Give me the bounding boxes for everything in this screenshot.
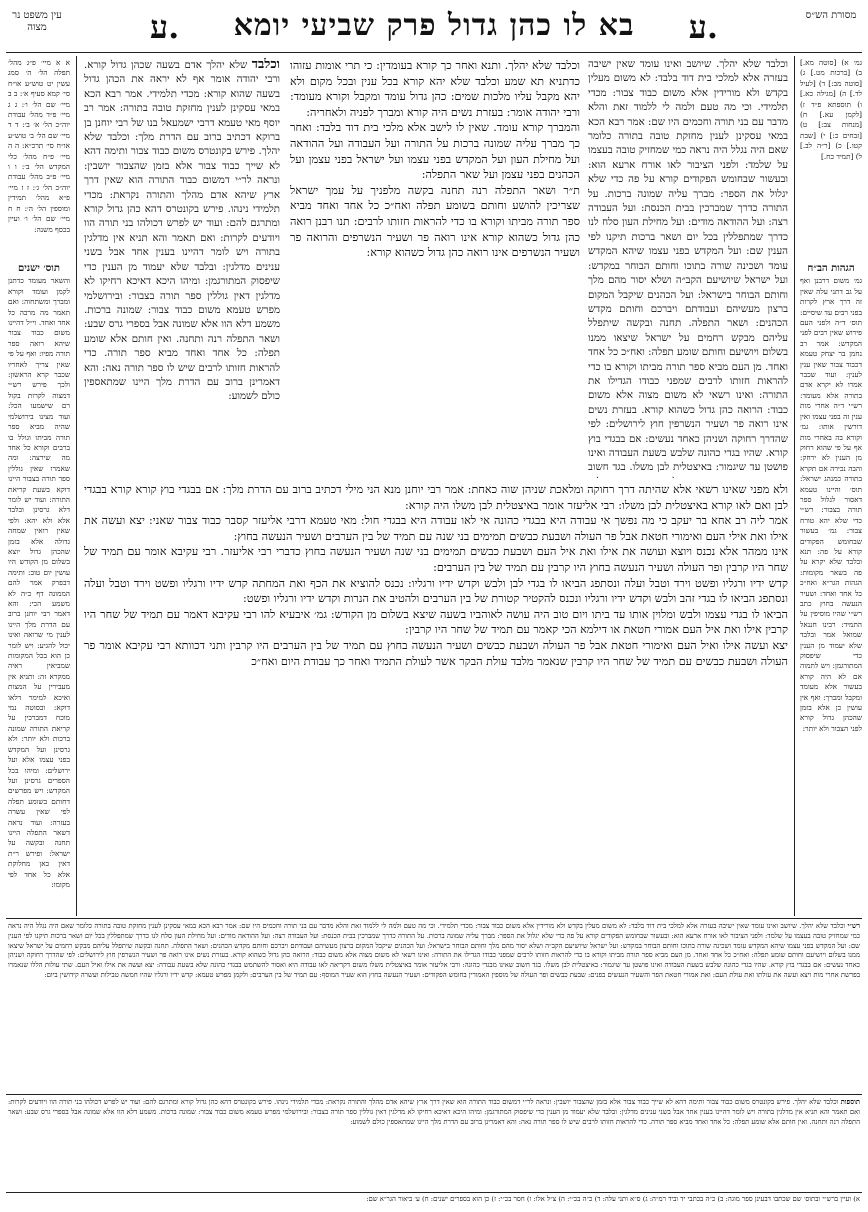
tosafot-yeshanim-heading: תוס׳ ישנים: [18, 263, 60, 274]
right-gloss-text: גמ׳ משום דרבנן ואף על גב דתני עלה שאין זה דרך ארץ לקרות בפני רבים עד שיסיים: תוס׳ ד״ה ולפני העם פירוש שאין רבים לפני המקדש: אמר רב נחמן בר יצחק טעמא דכבוד צבור שאין ענין לענין: ועוד שכבר אמרו לא יקרא אדם בתורה אלא מעומד: רש״י ד״ה אחרי מות ענין זה בפני עצמו ואין דורשין אותו: גמ׳ וקורא בה באחרי מות אף על פי שהוא רחוק מן הענין לא ירחק: והבה נכירה אם תקרא בתורה כמנהג ישראל: תוס׳ והיינו טעמא דאסור לגלול ספר תורה בצבור: רש״י כדי שלא יהא טורח צבור: גמ׳ בעשור שבחומש הפקודים קורא על פה: תנא ובלבד שלא יקרא על פה בשאר מקומות: הגהות הגר״א ואח״כ כל אחד ואחד: ושעיר הנעשה בחוץ כתב רש״י שהיו מוסיפין על התמיד: רבינו חננאל שמואל אמר ובלבד שלא יעמוד מן הענין כדי שיפסוק המתורגמן: ויש לתמוה אם לא היה קורא בעשור אלא מעומד ומקבל ומברך: ואף אין עושין כן אלא בזמן שהכהן גדול קורא לפני הצבור ולא יותר:: [800, 276, 862, 733]
masoret-hashas-column: [800, 58, 862, 258]
gemara-paragraph-8: הביאו לו בגדי עצמו ולבש ומלוין אותו עד ביתו ויום טוב היה עושה לאוהביו בשעה שיצא בשלום מן הקודש: גמ׳ איבעיא להו רבי עקיבא דאמר עם תמיד של שחר היו קרבין אילו ואת איל העם אמורי חטאת או דילמא הכי קאמר עם תמיד של שחר היו קרבין:: [84, 607, 788, 637]
gemara-paragraph-1: וכלבד שלא יהלך. ותנא ואחר כך קורא בעומדין: כי תרי אומות עזוהו כדתניא תא שמע וכלבד שלא יהא קורא בכל ענין ובכל מקום ולא יהא מקבל עליו מלכות שמים: כהן גדול עומד ומקבל וקורא מעומד: ורבי יהודה אומר: בעזרת נשים היה קורא ומברך לפניה ולאחריה:: [290, 59, 580, 119]
page-title: בא לו כהן גדול פרק שביעי יומא: [233, 8, 635, 43]
right-gloss-column: [800, 262, 862, 912]
gemara-paragraph-5: אמר ליה רב אחא בר יעקב כי מה נפשך אי עבודה היא בבגדי כהונה אי לאו עבודה היא בבגדי חול: מאי טעמא דרבי אליעזר קסבר כבוד צבור שאני: יצא ועשה את אילו ואת אילי העם ואימורי חטאת אבל פר העולה ושבעת כבשים תמימים בני שנה עם תמיד של בין הערבים ושעיר הנעשה בחוץ:: [84, 514, 788, 543]
rashi-label: רש״י: [847, 922, 860, 930]
footnotes-block: [8, 1195, 860, 1209]
commentary-rule: [6, 918, 862, 919]
tosafot-bottom-text: וכלבד שלא יהלך. פירש בקונטרס משום כבוד צבור ותימה דהא לא שייך כבוד צבור אלא בזמן שהצבור יושבין: ונראה לר״י דמשום כבוד התורה הוא שאין דרך ארץ שיהא אדם מהלך והתורה נקראת: מכדי תלמידי נינהו. פירש בקונטרס דהא כהן גדול קורא ומתרגם להם: ועוד יש לפרש דכולהו בני תורה הוו ויודעים לקרות: ואם תאמר והא תניא אין מדלגין בתורה ויש לומר דהיינו בענין אחד אבל בשני ענינים מדלגין: ובלבד שלא יעמוד מן הענין כדי שיפסוק המתורגמן: ומיהו היכא דאיכא רחיקו לא מדלגין דאין גוללין ספר תורה בצבור: ובירושלמי מפרש טעמא משום כבוד צבור: שמונה ברכות. משמע דלא הוו אלא שמונה אבל בספרי גרס שבע: ושאר התפלה רנה ותחנה. ואין חותם אלא שומע תפלה: כל אחד ואחד מביא ספר תורה. כדי להראות חזותו לרבים שיש לו ספר תורה נאה: והא דאמרינן ברוב עם הדרת מלך היינו שמתאספין כולם לשמוע:: [8, 1098, 860, 1126]
ein-mishpat-label: עין משפט נר מצוה: [12, 10, 62, 33]
rashi-upper-column: [588, 58, 788, 478]
masoret-hashas-label: מסורת הש״ס: [805, 10, 857, 21]
rashi-upper-text: וכלבד שלא יהלך. שיושב ואינו עומד שאין ישיבה בעזרה אלא למלכי בית דוד בלבד: לא משום מעלין בקדש ולא מורידין אלא משום כבוד צבור: מכדי תלמידי. וכי מה טעם ולמה לי ללמוד זאת והלא מדבר עם בני תורה וחכמים היו שם: אמר רבא הכא במאי עסקינן לענין מחזקת טובה בתורה כלומר שאם היה נגלל היה נראה כמי שמחזיק טובה בעצמו על שלמד: ולפני הציבור לאו אורח ארעא הוא: ובעשור שבחומש הפקודים קורא על פה כדי שלא יגלול את הספר: מברך עליה שמונה ברכות. על התורה כדרך שמברכין בבית הכנסת: ועל העבודה רצה: ועל ההודאה מודים: ועל מחילת העון סלח לנו כדרך שמתפללין בכל יום ושאר ברכות תיקנו לפי הענין שם: ועל המקדש בפני עצמו שיהא המקדש עומד ושכינה שורה בתוכו וחותם הבוחר במקדש: ועל ישראל שיושיעם הקב״ה ושלא יסור מהם מלך וחותם הבוחר בישראל: ועל הכהנים שיקבל המקום ברצון מעשיהם ועבודתם ויברכם וחותם מקדש הכהנים: ושאר התפלה. תחנה ובקשה שיתפלל עליהם מבקש רחמים על ישראל שיצאו ממנו בשלום ויושיעם וחותם שומע תפלה: ואח״כ כל אחד ואחד. מן העם מביא ספר תורה מביתו וקורא בו כדי להראות חזותו לרבים שמפני כבודו הגדילו את התורה: ואינו רשאי לא משום מצוה אלא משום כבוד: הרואה כהן גדול כשהוא קורא. בעזרת נשים אינו רואה פר ושעיר הנשרפין חוץ לירושלים: לפי שהדרך רחוקה ושניהן כאחד נעשים: אם בבגדי בוץ קורא. שהיו בגדי כהונה שלבש בשעת העבודה ואינו פושטן עד שיגמור: באיצטלית לבן משלו. בגד חשוב: [588, 59, 788, 474]
tosafot-rule: [6, 1094, 862, 1095]
header-rule: [6, 52, 862, 53]
rashi-bottom-text: וכלבד שלא יהלך. שיושב ואינו עומד שאין ישיבה בעזרה אלא למלכי בית דוד בלבד: לא משום מעלין בקדש ולא מורידין אלא משום כבוד צבור: מכדי תלמידי. וכי מה טעם ולמה לי ללמוד זאת והלא מדבר עם בני תורה וחכמים היו שם: אמר רבא הכא במאי עסקינן לענין מחזקת טובה בתורה כלומר שאם היה נגלל היה נראה כמי שמחזיק טובה בעצמו על שלמד: ולפני הציבור לאו אורח ארעא הוא: ובעשור שבחומש הפקודים קורא על פה כדי שלא יגלול את הספר: מברך עליה שמונה ברכות. על התורה כדרך שמברכין בבית הכנסת: ועל העבודה רצה: ועל ההודאה מודים: ועל מחילת העון סלח לנו כדרך שמתפללין בכל יום ושאר ברכות תיקנו לפי הענין שם: ועל המקדש בפני עצמו שיהא המקדש עומד ושכינה שורה בתוכו וחותם הבוחר במקדש: ועל ישראל שיושיעם הקב״ה ושלא יסור מהם מלך וחותם הבוחר בישראל: ועל הכהנים שיקבל המקום ברצון מעשיהם ועבודתם ויברכם וחותם מקדש הכהנים: ושאר התפלה. תחנה ובקשה שיתפלל עליהם מבקש רחמים על ישראל שיצאו ממנו בשלום ויושיעם וחותם שומע תפלה: ואח״כ כל אחד ואחד. מן העם מביא ספר תורה מביתו וקורא בו כדי להראות חזותו לרבים שמפני כבודו הגדילו את התורה: ואינו רשאי לא משום מצוה אלא משום כבוד: הרואה כהן גדול כשהוא קורא. בעזרת נשים אינו רואה פר ושעיר הנשרפין חוץ לירושלים: לפי שהדרך רחוקה ושניהן כאחד נעשים: אם בבגדי בוץ קורא. שהיו בגדי כהונה שלבש בשעת העבודה ואינו פושטן עד שיגמור: באיצטלית לבן משלו. בגד חשוב שאינו מבגדי כהונה: ורבי אליעזר אומר באיצטלית משלו משום דקריאה לאו עבודה היא ואסור להשתמש בבגדי כהונה שלא בשעת עבודה: יצא ועשה את אילו ואיל העם. שתי עולות הללו שנאמרו בפרשת אחרי מות ויצא ועשה את עולתו ואת עולת העם: ואת אמורי חטאת הפר והשעיר הנעשים בפנים: שבעת כבשים ופר העולה של מוספין האמורין בחומש הפקודים: ושעיר הנעשה בחוץ הוא שעיר המוסף: עם תמיד של בין הערבים: ולקמן מפרש טעמא: קדש ידיו ורגליו שהיו חמשה טבילות ועשרה קידושין ביום:: [8, 922, 860, 979]
gemara-paragraph-3: ת״ר ושאר התפלה רנה תחנה בקשה מלפניך על עמך ישראל שצריכין להושע וחותם בשומע תפלה ואח״כ כל אחד ואחד מביא ספר תורה מביתו וקורא בו כדי להראות חזותו לרבים: תנו רבנן רואה כהן גדול כשהוא קורא אינו רואה פר ושעיר הנשרפים והרואה פר ושעיר הנשרפים אינו רואה כהן גדול כשהוא קורא:: [290, 183, 580, 260]
hagahot-habach-heading: הגהות הב״ח: [807, 263, 855, 274]
folio-number-right: ע.: [688, 8, 718, 46]
tosafot-upper-continued: וכלבד שלא יהלך. פירש בקונטרס משום כבוד צבור ותימה דהא לא שייך כבוד צבור אלא בזמן שהצבור יושבין: ונראה לר״י דמשום כבוד התורה הוא שאין דרך ארץ שיהא אדם מהלך והתורה נקראת: מכדי תלמידי נינהו. פירש בקונטרס דהא כהן גדול קורא ומתרגם להם: ועוד יש לפרש דכולהו בני תורה הוו ויודעים לקרות: ואם תאמר והא תניא אין מדלגין בתורה ויש לומר דהיינו בענין אחד אבל בשני ענינים מדלגין: ובלבד שלא יעמוד מן הענין כדי שיפסוק המתורגמן: ומיהו היכא דאיכא רחיקו לא מדלגין דאין גוללין ספר תורה בצבור: ובירושלמי מפרש טעמא משום כבוד צבור: שמונה ברכות. משמע דלא הוו אלא שמונה אבל בספרי גרס שבע: ושאר התפלה רנה ותחנה. ואין חותם אלא שומע תפלה: כל אחד ואחד מביא ספר תורה. כדי להראות חזותו לרבים שיש לו ספר תורה נאה: והא דאמרינן ברוב עם הדרת מלך היינו שמתאספין כולם לשמוע:: [84, 132, 280, 403]
footnote-rule: [6, 1192, 862, 1193]
gemara-paragraph-9: יצא ועשה אילו ואיל העם ואימורי חטאת אבל פר העולה ושבעת כבשים ושעיר הנעשה בחוץ עם תמיד של בין הערבים היו קרבין ותני דכוותא רבי עקיבא אומר פר העולה ושבעת כבשים עם תמיד של שחר היו קרבין שנאמר מלבד עולת הבקר אשר לעולת התמיד ואחר כך עבודת היום ואח״כ: [84, 638, 788, 668]
rashi-bottom-block: [8, 922, 860, 1092]
gemara-paragraph-4: ולא מפני שאינו רשאי אלא שהיתה דרך רחוקה ומלאכת שניהן שוה כאחת: אמר רבי יוחנן מנא הני מילי דכתיב ברוב עם הדרת מלך: אם בבגדי בוץ קורא קורא בבגדי לבן ואם לאו קורא באיצטלית לבן משלו: רבי אליעזר אומר באיצטלית לבן משלו היה קורא:: [84, 483, 788, 512]
left-gloss-divider: [76, 56, 77, 916]
gemara-paragraph-7: קדש ידיו ורגליו ופשט וירד וטבל ועלה ונסתפג הביאו לו בגדי לבן ולבש וקדש ידיו ורגליו: נכנס להוציא את הכף ואת המחתה קדש ידיו ורגליו ופשט וירד וטבל ועלה ונסתפג הביאו לו בגדי זהב ולבש וקדש ידיו ורגליו ונכנס להקטיר קטורת של בין הערבים ולהטיב את הנרות וקדש ידיו ורגליו ופשט:: [84, 576, 788, 606]
gemara-paragraph-6: אינו ממהר אלא נכנס ויוצא ועושה את אילו ואת איל העם ושבעת כבשים תמימים בני שנה ושעיר הנעשה בחוץ כדברי רבי אליעזר. רבי עקיבא אומר עם תמיד של שחר היו קרבין ופר העולה ושעיר הנעשה בחוץ היו קרבין עם תמיד של בין הערבים:: [84, 545, 788, 574]
footnotes-text: א) ועיין ברש״י ובתוס׳ שם שכתבו דבעינן ספר מוגה: ב) כ״ה בכתבי יד וביד רמ״ה: ג) ס״א ותני עלה: ד) כ״ה בכ״י: ה) צ״ל אלו: ו) חסר בכ״י: ז) כן הוא בספרים ישנים: ח) ע׳ ביאור הגר״א שם:: [366, 1195, 860, 1203]
ein-mishpat-column: [8, 58, 70, 258]
tosafot-lead-word: וכלבד: [251, 58, 280, 72]
folio-number-left: ע.: [150, 8, 180, 46]
left-gloss-text: והשאר מעומד כדתנן לקמן ועומד וקורא ומברך ומשתחוה: ואם תאמר מה מרבה כל אחד ואחד. וי״ל דהיינו משום כבוד צבור שיהא רואה ספר תורה מפיו: ואף על פי שאין צריך לאחריו שכבר קרא הראשון: ולכך פירש רש״י דמצוה לקרות בקול רם שישמעו הכל: ועוד מצינו בירושלמי שהיה מביא ספר תורה מביתו וגולל בו ברבים וקורא כל אחד מה שירצה: ומה שאמרו שאין גוללין ספר תורה בצבור היינו דוקא בשעת קריאת התורה: ועוד יש לומר דלא גרסינן ובלבד אלא ולא יהא: ולפי שאין רואין שמחה גדולה אלא בזמן שהכהן גדול יוצא בשלום מן הקודש היו עושין יום טוב: ותימה דבפרק אמר להם הממונה דף כ״ה לא משמע הכי: והא דאמר רבי יוחנן ברוב עם הדרת מלך היינו לענין מי שרואה ואינו יכול להגיע: ויש לומר כן הוא בכל המקומות שמביאין ראיה ממקרא זה: ותניא אין מעבירין על המצות ואיכא למימר דלאו דוקא: ובסוטה נמי מוכח דמברכין על קריאת התורה שמונה ברכות ולא יותר: ולא גרסינן ועל המקדש בפני עצמו אלא ועל ירושלים: ומיהו בכל הספרים גרסינן ועל המקדש: ויש מפרשים דחותם בשומע תפלה לפי שאין עשרה בעזרה: ועוד נראה דשאר התפלה היינו תחנה ובקשה על ישראל: ופירש ר״ת דאין כאן מחלוקת אלא כל אחד לפי מקומו:: [8, 276, 70, 889]
tosafot-upper-text: שלא יהלך אדם בשעה שכהן גדול קורא. ורבי יהודה אומר אף לא יראה את הכהן גדול בשעה שהוא קורא: מכדי תלמידי. אמר רבא הכא במאי עסקינן לענין מחזקת טובה בתורה: אמר רב יוסף מאי טעמא דרבי ישמעאל בנו של רבי יוחנן בן ברוקא דכתיב ברוב עם הדרת מלך:: [84, 60, 280, 144]
gemara-top-block: [290, 58, 580, 478]
tosafot-label: תוספות: [840, 1098, 860, 1106]
ein-mishpat-text: א א מיי׳ פ״ג מהל׳ תפלה הל׳ ה׳ סמג עשין יט טוש״ע או״ח סי׳ קמא סעיף א׳: ב ב מיי׳ שם הל׳ ו׳: ג ג מיי׳ פ״ד מהל׳ עבודת יוה״כ הל׳ א׳ ב׳: ד ד מיי׳ שם הל׳ ב׳ טוש״ע או״ח סי׳ תרכ״א: ה ה מיי׳ פ״ח מהל׳ כלי המקדש הל׳ ב׳: ו ו מיי׳ פ״ב מהל׳ עבודת יוה״כ הל׳ ג׳: ז ז מיי׳ פ״א מהל׳ תמידין ומוספין הל׳ ה׳: ח ח מיי׳ שם הל׳ ו׳ ועיין בכסף משנה:: [8, 58, 70, 234]
tosafot-upper-column: [84, 58, 280, 478]
gemara-main-block: [84, 482, 788, 912]
left-gloss-column: [8, 262, 70, 912]
right-gloss-divider: [794, 56, 795, 916]
tosafot-bottom-block: [8, 1098, 860, 1190]
masoret-text: גמ׳ א) [סוטה מא.] ב) [ברכות מט.] ג) [סוטה מב:] ד) [לעיל לד.] ה) [מגילה כא.] ו) תוספתא פ״ד ז) [לקמן עא.] ח) [מנחות צב:] ט) [זבחים כ:] י) [שבת קטו.] כ) [ר״ה לב.] ל) [תמיד כח.]: [800, 58, 862, 161]
page-header: [0, 6, 868, 50]
gemara-paragraph-2: והמברך קורא עומד. שאין לו לישב אלא מלכי בית דוד בלבד: ואחר כך מברך עליה שמונה ברכות על התורה ועל העבודה ועל ההודאה ועל מחילת העון ועל המקדש בפני עצמו ועל ישראל בפני עצמן ועל הכהנים בפני עצמן ועל שאר התפלה:: [290, 121, 580, 182]
